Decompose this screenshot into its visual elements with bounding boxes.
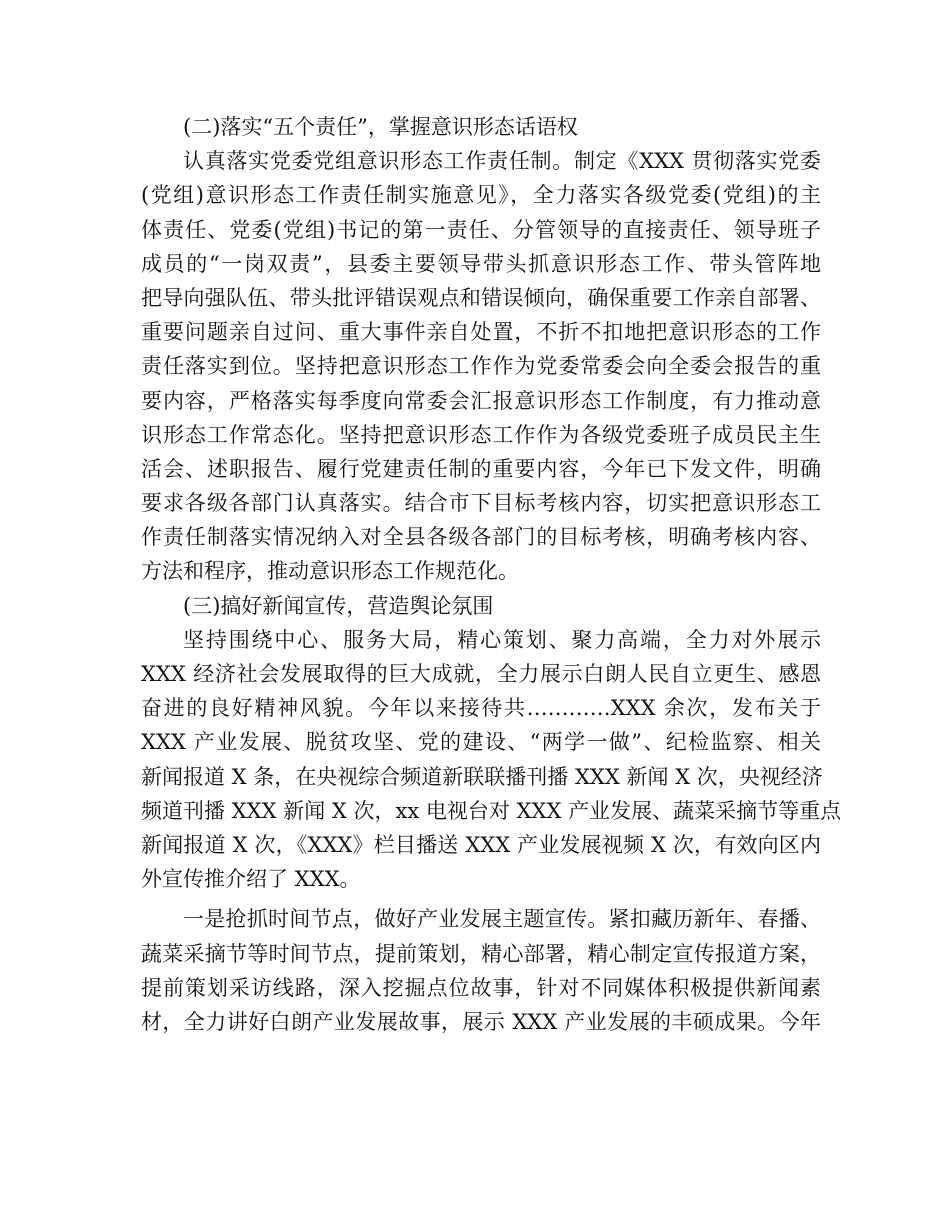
paragraph-line: XXX 产业发展、脱贫攻坚、党的建设、“两学一做”、纪检监察、相关 (141, 730, 821, 755)
paragraph-line: 奋进的良好精神风貌。今年以来接待共…………XXX 余次，发布关于 (141, 696, 821, 721)
paragraph-line: 成员的“一岗双责”，县委主要领导带头抓意识形态工作、带头管阵地 (141, 251, 821, 276)
paragraph-line: XXX 经济社会发展取得的巨大成就，全力展示白朗人民自立更生、感恩 (141, 662, 821, 686)
paragraph-line: 要内容，严格落实每季度向常委会汇报意识形态工作制度，有力推动意 (141, 388, 821, 413)
paragraph-line: 体责任、党委(党组)书记的第一责任、分管领导的直接责任、领导班子 (141, 217, 821, 242)
paragraph-line: 新闻报道 X 次，《XXX》栏目播送 XXX 产业发展视频 X 次，有效向区内 (141, 832, 821, 857)
paragraph-line: 坚持围绕中心、服务大局，精心策划、聚力高端，全力对外展示 (183, 627, 821, 652)
paragraph-line: 新闻报道 X 条，在央视综合频道新联联播刊播 XXX 新闻 X 次，央视经济 (141, 764, 823, 789)
paragraph-line: 蔬菜采摘节等时间节点，提前策划，精心部署，精心制定宣传报道方案， (141, 941, 821, 966)
paragraph-line: 频道刊播 XXX 新闻 X 次，xx 电视台对 XXX 产业发展、蔬菜采摘节等重点 (141, 798, 842, 823)
paragraph-line: 作责任制落实情况纳入对全县各级各部门的目标考核，明确考核内容、 (141, 525, 821, 550)
paragraph-line: 识形态工作常态化。坚持把意识形态工作作为各级党委班子成员民主生 (141, 422, 821, 447)
paragraph-line: 提前策划采访线路，深入挖掘点位故事，针对不同媒体积极提供新闻素 (141, 975, 821, 1000)
paragraph-line: 把导向强队伍、带头批评错误观点和错误倾向，确保重要工作亲自部署、 (141, 285, 821, 310)
paragraph-line: 认真落实党委党组意识形态工作责任制。制定《XXX 贯彻落实党委 (183, 149, 821, 174)
document-body (141, 110, 842, 1039)
paragraph-line: 方法和程序，推动意识形态工作规范化。 (141, 559, 519, 584)
paragraph-line: 责任落实到位。坚持把意识形态工作作为党委常委会向全委会报告的重 (141, 354, 821, 379)
paragraph-line: 要求各级各部门认真落实。结合市下目标考核内容，切实把意识形态工 (141, 491, 821, 516)
paragraph-line: (党组)意识形态工作责任制实施意见》，全力落实各级党委(党组)的主 (141, 183, 821, 208)
paragraph-line: 材，全力讲好白朗产业发展故事，展示 XXX 产业发展的丰硕成果。今年 (141, 1009, 821, 1034)
paragraph-line: 一是抢抓时间节点，做好产业发展主题宣传。紧扣藏历新年、春播、 (183, 907, 821, 932)
paragraph-line: 外宣传推介绍了 XXX。 (141, 867, 361, 892)
paragraph-line: 重要问题亲自过问、重大事件亲自处置，不折不扣地把意识形态的工作 (141, 320, 821, 345)
paragraph-line: 活会、述职报告、履行党建责任制的重要内容，今年已下发文件，明确 (141, 456, 821, 481)
section-heading: (二)落实“五个责任”，掌握意识形态话语权 (183, 115, 578, 139)
section-heading: (三)搞好新闻宣传，营造舆论氛围 (183, 593, 494, 618)
